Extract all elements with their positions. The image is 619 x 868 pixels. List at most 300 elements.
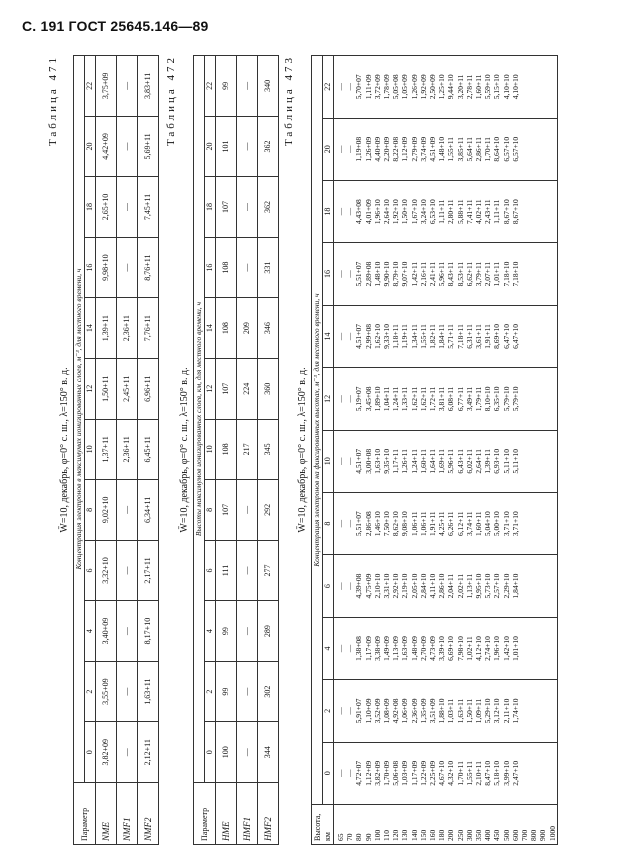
table-cell: 2,11+10: [501, 698, 511, 724]
height-value: 800: [529, 829, 539, 841]
table472: [193, 55, 279, 845]
table-cell: 1,63+09: [400, 636, 410, 661]
table-cell: 1,48+09: [409, 636, 419, 661]
table-cell: 2,65+10: [96, 177, 117, 238]
table-cell: 1,05+09: [400, 74, 410, 100]
table-cell: 3,61+11: [474, 324, 484, 349]
hour-header: 12: [85, 358, 96, 419]
hour-header: 2: [323, 680, 334, 742]
table-cell: —: [117, 601, 138, 662]
table-cell: 9,95+10: [474, 573, 484, 599]
table-cell: 8,69+10: [492, 324, 502, 349]
table-cell: 2,64+11: [474, 448, 484, 474]
table-cell: 3,52+09: [372, 698, 382, 724]
table-cell: 2,25+09: [428, 760, 438, 786]
table-cell: —: [237, 237, 258, 298]
hour-header: 16: [85, 237, 96, 298]
height-value: 80: [354, 833, 364, 841]
table-cell-column: [334, 430, 558, 492]
table-cell: 1,62+11: [418, 386, 428, 412]
table-cell: 108: [216, 298, 237, 359]
table-cell: 1,84+10: [510, 573, 520, 599]
hour-header: 6: [85, 540, 96, 601]
table-cell: 4,73+09: [428, 636, 438, 661]
hour-header: 6: [205, 540, 216, 601]
table-cell: 6,62+11: [464, 261, 474, 287]
table472-title: Таблица 472: [165, 55, 177, 147]
table-cell: 3,75+09: [96, 56, 117, 117]
table-cell: 2,17+11: [138, 540, 159, 601]
table-cell: 9,02+10: [96, 480, 117, 541]
table-cell: 1,46+10: [372, 511, 382, 537]
hour-header: 18: [85, 177, 96, 238]
table-cell: 4,67+10: [437, 760, 447, 786]
table-cell: 2,89+08: [363, 261, 373, 287]
table-cell: 2,86+11: [474, 136, 484, 162]
table-cell: 3,12+10: [492, 698, 502, 724]
table-cell: 3,31+10: [382, 573, 392, 599]
table-cell: —: [336, 395, 345, 403]
table-cell: 1,24+11: [409, 448, 419, 474]
hour-header: 16: [323, 243, 334, 305]
table-cell: 3,74+11: [464, 511, 474, 536]
table-cell: 331: [258, 237, 279, 298]
table-cell: 6,34+11: [138, 480, 159, 541]
table-cell: 1,62+10: [372, 324, 382, 349]
table-cell: 3,40+09: [96, 601, 117, 662]
table-cell: 2,20+09: [382, 136, 392, 162]
table-cell: 6,31+11: [464, 324, 474, 349]
height-value: 400: [483, 829, 493, 841]
table-cell: 5,73+10: [483, 573, 493, 599]
table-cell: 1,88+10: [437, 698, 447, 724]
table-cell: 2,50+09: [428, 74, 438, 100]
table-cell: —: [237, 177, 258, 238]
table-cell: —: [117, 540, 138, 601]
table-cell: 4,25+11: [437, 511, 447, 536]
table-cell: 2,05+10: [409, 573, 419, 599]
table-cell: 1,50+10: [400, 199, 410, 225]
table-cell-column: [334, 368, 558, 430]
table-cell: —: [345, 270, 355, 278]
table-cell: 4,51+07: [354, 324, 364, 349]
table-cell: 101: [216, 116, 237, 177]
table-cell: 344: [258, 722, 279, 783]
hour-header: 16: [205, 237, 216, 298]
height-value: 200: [446, 829, 456, 841]
table-cell: 1,11+09: [363, 74, 373, 100]
table-cell: 5,70+07: [354, 74, 364, 100]
table-cell: 1,04+11: [382, 386, 392, 412]
table-cell: 2,36+11: [117, 298, 138, 359]
table-cell: 3,32+10: [96, 540, 117, 601]
hour-header: 14: [85, 298, 96, 359]
table-cell: 2,70+09: [418, 636, 428, 661]
table-cell: 107: [216, 358, 237, 419]
table-cell: 1,01+10: [510, 636, 520, 661]
height-value: 150: [418, 829, 428, 841]
row-param: HMF1: [237, 783, 258, 845]
table-cell: —: [345, 457, 355, 466]
height-value: 300: [464, 829, 474, 841]
table-cell: 362: [258, 116, 279, 177]
table-cell: 8,47+10: [483, 760, 493, 786]
table-cell: 5,71+11: [446, 324, 456, 349]
table-cell: 3,55+09: [96, 661, 117, 722]
table-cell: 2,86+08: [363, 511, 373, 537]
table-cell: 6,47+10: [510, 324, 520, 349]
row-param: NMF2: [138, 783, 159, 845]
column-header-param: Параметр: [194, 783, 216, 845]
table-cell: 6,45+11: [138, 419, 159, 480]
table-cell: —: [345, 207, 355, 216]
table-cell: 4,11+10: [428, 573, 438, 599]
hour-header: 8: [205, 480, 216, 541]
table-cell: 1,18+11: [391, 324, 401, 349]
table-cell: 2,99+08: [363, 324, 373, 349]
table-cell: 3,79+11: [474, 261, 484, 287]
table-cell: 1,22+09: [418, 760, 428, 786]
table-cell: 6,12+11: [455, 511, 465, 536]
row-param: HMF2: [258, 783, 279, 845]
table-cell: 2,07+11: [483, 261, 493, 287]
table-cell: —: [345, 707, 355, 715]
table-cell: 345: [258, 419, 279, 480]
table-cell: 4,51+07: [354, 448, 364, 474]
table-cell: 1,70+09: [382, 760, 392, 786]
table-cell: 9,90+10: [382, 261, 392, 287]
table-cell: 1,60+11: [474, 74, 484, 100]
table-cell: 108: [216, 419, 237, 480]
table-cell: 1,63+10: [372, 448, 382, 474]
table-cell: 1,06+09: [400, 698, 410, 724]
table-cell: 6,26+11: [446, 511, 456, 536]
table-cell: 2,10+11: [474, 761, 484, 786]
table-cell: 1,48+10: [437, 136, 447, 162]
table-row: [138, 56, 159, 845]
table-cell: 1,55+11: [446, 136, 456, 162]
table-cell: —: [345, 519, 355, 528]
table-cell: 1,35+09: [418, 698, 428, 724]
table-cell: 362: [258, 177, 279, 238]
table-cell: 8,10+10: [483, 386, 493, 412]
table-cell: 1,64+11: [428, 448, 438, 474]
table-cell-column: [334, 243, 558, 305]
table-row: [117, 56, 138, 845]
table-cell: —: [237, 540, 258, 601]
table-cell: 8,22+08: [391, 136, 401, 162]
table-cell: 99: [216, 661, 237, 722]
table-cell: 7,18+10: [501, 261, 511, 287]
table-cell: —: [336, 707, 345, 715]
table-cell: 1,38+08: [354, 636, 364, 661]
hour-header: 10: [85, 419, 96, 480]
table-cell: 1,39+11: [483, 448, 493, 474]
table-cell: —: [117, 56, 138, 117]
table-cell: 1,63+11: [138, 661, 159, 722]
table-cell: —: [336, 519, 345, 528]
hour-header: 10: [205, 419, 216, 480]
table-cell: 5,59+10: [483, 74, 493, 100]
table-cell: —: [345, 582, 355, 590]
table-cell: 2,79+09: [409, 136, 419, 162]
table-cell: 9,07+10: [400, 261, 410, 287]
hour-header: 12: [323, 368, 334, 430]
table-cell: 5,11+10: [501, 448, 511, 474]
table-cell: 4,72+07: [354, 760, 364, 786]
hour-header: 4: [205, 601, 216, 662]
table-cell: 6,69+10: [446, 636, 456, 661]
table-cell: 1,26+11: [400, 448, 410, 474]
table-cell: 8,17+10: [138, 601, 159, 662]
table-cell: 3,20+11: [455, 74, 465, 100]
table-cell-column: [334, 180, 558, 242]
table-cell: 7,76+11: [138, 298, 159, 359]
table-cell: —: [345, 332, 355, 341]
table-cell: 8,64+10: [492, 136, 502, 162]
table-cell: 1,67+10: [409, 199, 419, 225]
table473-group-header: Концентрация электронов на фиксированных высотах, м⁻³, для местного времени, ч: [312, 56, 323, 805]
table-cell: 1,62+11: [409, 386, 419, 412]
table-cell: —: [117, 480, 138, 541]
table-cell: 3,24+10: [418, 199, 428, 225]
table-cell: 7,18+10: [510, 261, 520, 287]
table-cell: —: [336, 270, 345, 278]
table-cell: 8,67+10: [501, 199, 511, 225]
table-cell: 2,47+10: [510, 760, 520, 786]
hour-header: 2: [85, 661, 96, 722]
table-cell: 5,05+08: [391, 74, 401, 100]
table-cell: 4,32+10: [446, 760, 456, 786]
table-cell: 3,51+09: [428, 698, 438, 724]
hour-header: 10: [323, 430, 334, 492]
table-row: [258, 56, 279, 845]
table-cell: 302: [258, 661, 279, 722]
table-cell: 4,02+11: [474, 199, 484, 224]
table-cell: 3,83+11: [138, 56, 159, 117]
table-cell: —: [345, 395, 355, 403]
table-cell: 209: [237, 298, 258, 359]
table-cell: 1,34+11: [409, 324, 419, 349]
table-cell: 3,99+10: [501, 760, 511, 786]
table-cell-column: [334, 118, 558, 180]
table-cell: 5,51+07: [354, 261, 364, 287]
table-cell: 2,86+10: [437, 573, 447, 599]
table-cell: 9,98+10: [96, 237, 117, 298]
table-cell: 217: [237, 419, 258, 480]
table-cell: 5,15+10: [492, 74, 502, 100]
table-cell: 2,84+10: [418, 573, 428, 599]
table-cell: 2,04+11: [446, 573, 456, 599]
table-cell: 1,19+08: [354, 136, 364, 162]
hour-header: 12: [205, 358, 216, 419]
table-cell: 6,43+11: [455, 448, 465, 474]
table473-title: Таблица 473: [283, 55, 295, 147]
table-cell-column: [334, 617, 558, 679]
table-cell: 1,49+09: [382, 636, 392, 661]
table-cell: 2,64+10: [382, 199, 392, 225]
table-cell: 5,69+11: [138, 116, 159, 177]
table-cell: 6,02+11: [464, 448, 474, 474]
table-cell: 2,41+11: [428, 261, 438, 287]
table-cell: 1,78+09: [382, 74, 392, 100]
table-cell: 4,39+08: [354, 573, 364, 599]
table-cell: 3,00+08: [363, 448, 373, 474]
table-cell: 1,13+11: [464, 573, 474, 599]
table-cell: 6,96+11: [138, 358, 159, 419]
table-cell: —: [117, 722, 138, 783]
row-param: HME: [216, 783, 237, 845]
table-cell: 1,60+11: [418, 448, 428, 474]
hour-header: 18: [205, 177, 216, 238]
hour-header: 22: [205, 56, 216, 117]
table-cell: 1,39+11: [96, 298, 117, 359]
hour-header: 8: [85, 480, 96, 541]
table-cell: 1,26+09: [409, 74, 419, 100]
table-cell: 5,79+10: [501, 386, 511, 412]
table-cell: 289: [258, 601, 279, 662]
height-value: 120: [391, 829, 401, 841]
table-cell: 3,49+11: [464, 386, 474, 412]
table-cell: 1,25+10: [437, 74, 447, 100]
table-cell: 1,92+10: [391, 199, 401, 225]
table-cell: 6,77+11: [455, 386, 465, 412]
table-cell: 9,08+10: [400, 511, 410, 537]
table472-condition: W̄=10, декабрь, φ=0° с. ш., λ=150° в. д.: [179, 367, 190, 533]
table-cell: 1,26+09: [363, 136, 373, 162]
table-cell: 5,11+10: [510, 448, 520, 474]
table-cell: 5,79+10: [510, 386, 520, 412]
hour-header: 0: [85, 722, 96, 783]
table-cell: 292: [258, 480, 279, 541]
table-cell: 5,51+07: [354, 511, 364, 537]
hour-header: 0: [205, 722, 216, 783]
hour-header: 18: [323, 180, 334, 242]
height-value: 900: [538, 829, 548, 841]
table-cell: 3,39+10: [437, 636, 447, 661]
row-param: NMF1: [117, 783, 138, 845]
table-cell: 1,60+11: [474, 511, 484, 536]
hour-header: 4: [85, 601, 96, 662]
table-cell: 7,50+10: [382, 511, 392, 537]
height-value: 140: [409, 829, 419, 841]
table-cell: 1,12+09: [363, 760, 373, 786]
table-cell: 1,09+11: [474, 698, 484, 724]
table-cell: 3,71+10: [501, 511, 511, 537]
table-cell: 2,36+09: [409, 698, 419, 724]
height-value: 100: [372, 829, 382, 841]
table-cell: 6,57+10: [510, 136, 520, 162]
table-cell: 2,36+11: [117, 419, 138, 480]
table-cell: —: [117, 116, 138, 177]
table-cell: 2,80+11: [446, 199, 456, 224]
table-cell: 5,00+10: [492, 511, 502, 537]
table-cell: 5,96+11: [437, 261, 447, 287]
table-cell: 4,43+08: [354, 199, 364, 225]
table-cell: 8,62+10: [391, 511, 401, 537]
table-cell: 3,81+11: [437, 386, 447, 412]
table-cell: 1,55+11: [464, 761, 474, 786]
table-cell: 1,42+11: [409, 261, 419, 287]
table-cell: 111: [216, 540, 237, 601]
table-cell: 6,35+10: [492, 386, 502, 412]
height-value: 160: [428, 829, 438, 841]
table-cell: —: [345, 83, 355, 91]
table-cell: 1,11+11: [437, 199, 447, 224]
table-cell: —: [237, 601, 258, 662]
table473-condition: W̄=10, декабрь, φ=0° с. ш., λ=150° в. д.: [297, 367, 308, 533]
table-cell: —: [237, 722, 258, 783]
table-cell-column: [334, 742, 558, 804]
table-cell: —: [345, 644, 355, 653]
table-cell: 2,10+10: [372, 573, 382, 599]
table-cell: 1,17+11: [391, 448, 401, 474]
hour-header: 6: [323, 555, 334, 617]
table-cell: 4,40+09: [372, 136, 382, 162]
table-cell: 2,92+10: [391, 573, 401, 599]
table-cell: 7,98+10: [455, 636, 465, 661]
hour-header: 2: [205, 661, 216, 722]
table-cell: 1,74+10: [510, 698, 520, 724]
height-value: 450: [492, 829, 502, 841]
hour-header: 22: [85, 56, 96, 117]
hour-header: 14: [205, 298, 216, 359]
table-cell: 1,48+10: [372, 261, 382, 287]
height-value: 110: [382, 830, 392, 841]
table-cell: 2,29+10: [501, 573, 511, 599]
table-cell: 99: [216, 601, 237, 662]
table-cell: 7,18+11: [455, 324, 465, 349]
table-cell: 346: [258, 298, 279, 359]
table-cell: 8,53+11: [455, 261, 465, 287]
table-cell: 3,72+09: [372, 74, 382, 100]
table-cell: 1,50+11: [464, 698, 474, 724]
height-value: 700: [520, 829, 530, 841]
table-cell: 5,64+11: [464, 136, 474, 162]
column-header-param: Параметр: [74, 783, 96, 845]
table-cell: 1,13+09: [391, 636, 401, 661]
table-cell: 4,92+08: [391, 698, 401, 724]
table-cell: 1,50+11: [96, 358, 117, 419]
column-header-height: Высота, км: [312, 805, 334, 845]
table-cell: 6,53+10: [428, 199, 438, 225]
table-cell: 1,37+11: [96, 419, 117, 480]
table-cell: 2,19+10: [400, 573, 410, 599]
hour-header: 0: [323, 742, 334, 804]
table-cell: 1,42+10: [501, 636, 511, 661]
table-cell: 1,08+09: [382, 698, 392, 724]
height-value: 600: [510, 829, 520, 841]
table473: [311, 55, 558, 845]
table-cell-column: [334, 555, 558, 617]
table-cell: 6,47+10: [501, 324, 511, 349]
table-cell: 5,06+08: [391, 760, 401, 786]
table-cell: 2,57+10: [492, 573, 502, 599]
table-cell: 1,79+11: [474, 386, 484, 412]
table-cell: 3,45+08: [363, 386, 373, 412]
table-cell: 3,74+09: [418, 136, 428, 162]
table-cell: —: [237, 661, 258, 722]
table-cell: 9,35+10: [382, 448, 392, 474]
hour-header: 4: [323, 617, 334, 679]
table-cell: 5,96+11: [446, 448, 456, 474]
table471: [73, 55, 159, 845]
table471-title: Таблица 471: [47, 55, 59, 147]
table-cell: 4,10+10: [510, 74, 520, 100]
table-cell: 1,89+10: [372, 386, 382, 412]
height-value: 70: [345, 833, 355, 841]
table-row: [237, 56, 258, 845]
